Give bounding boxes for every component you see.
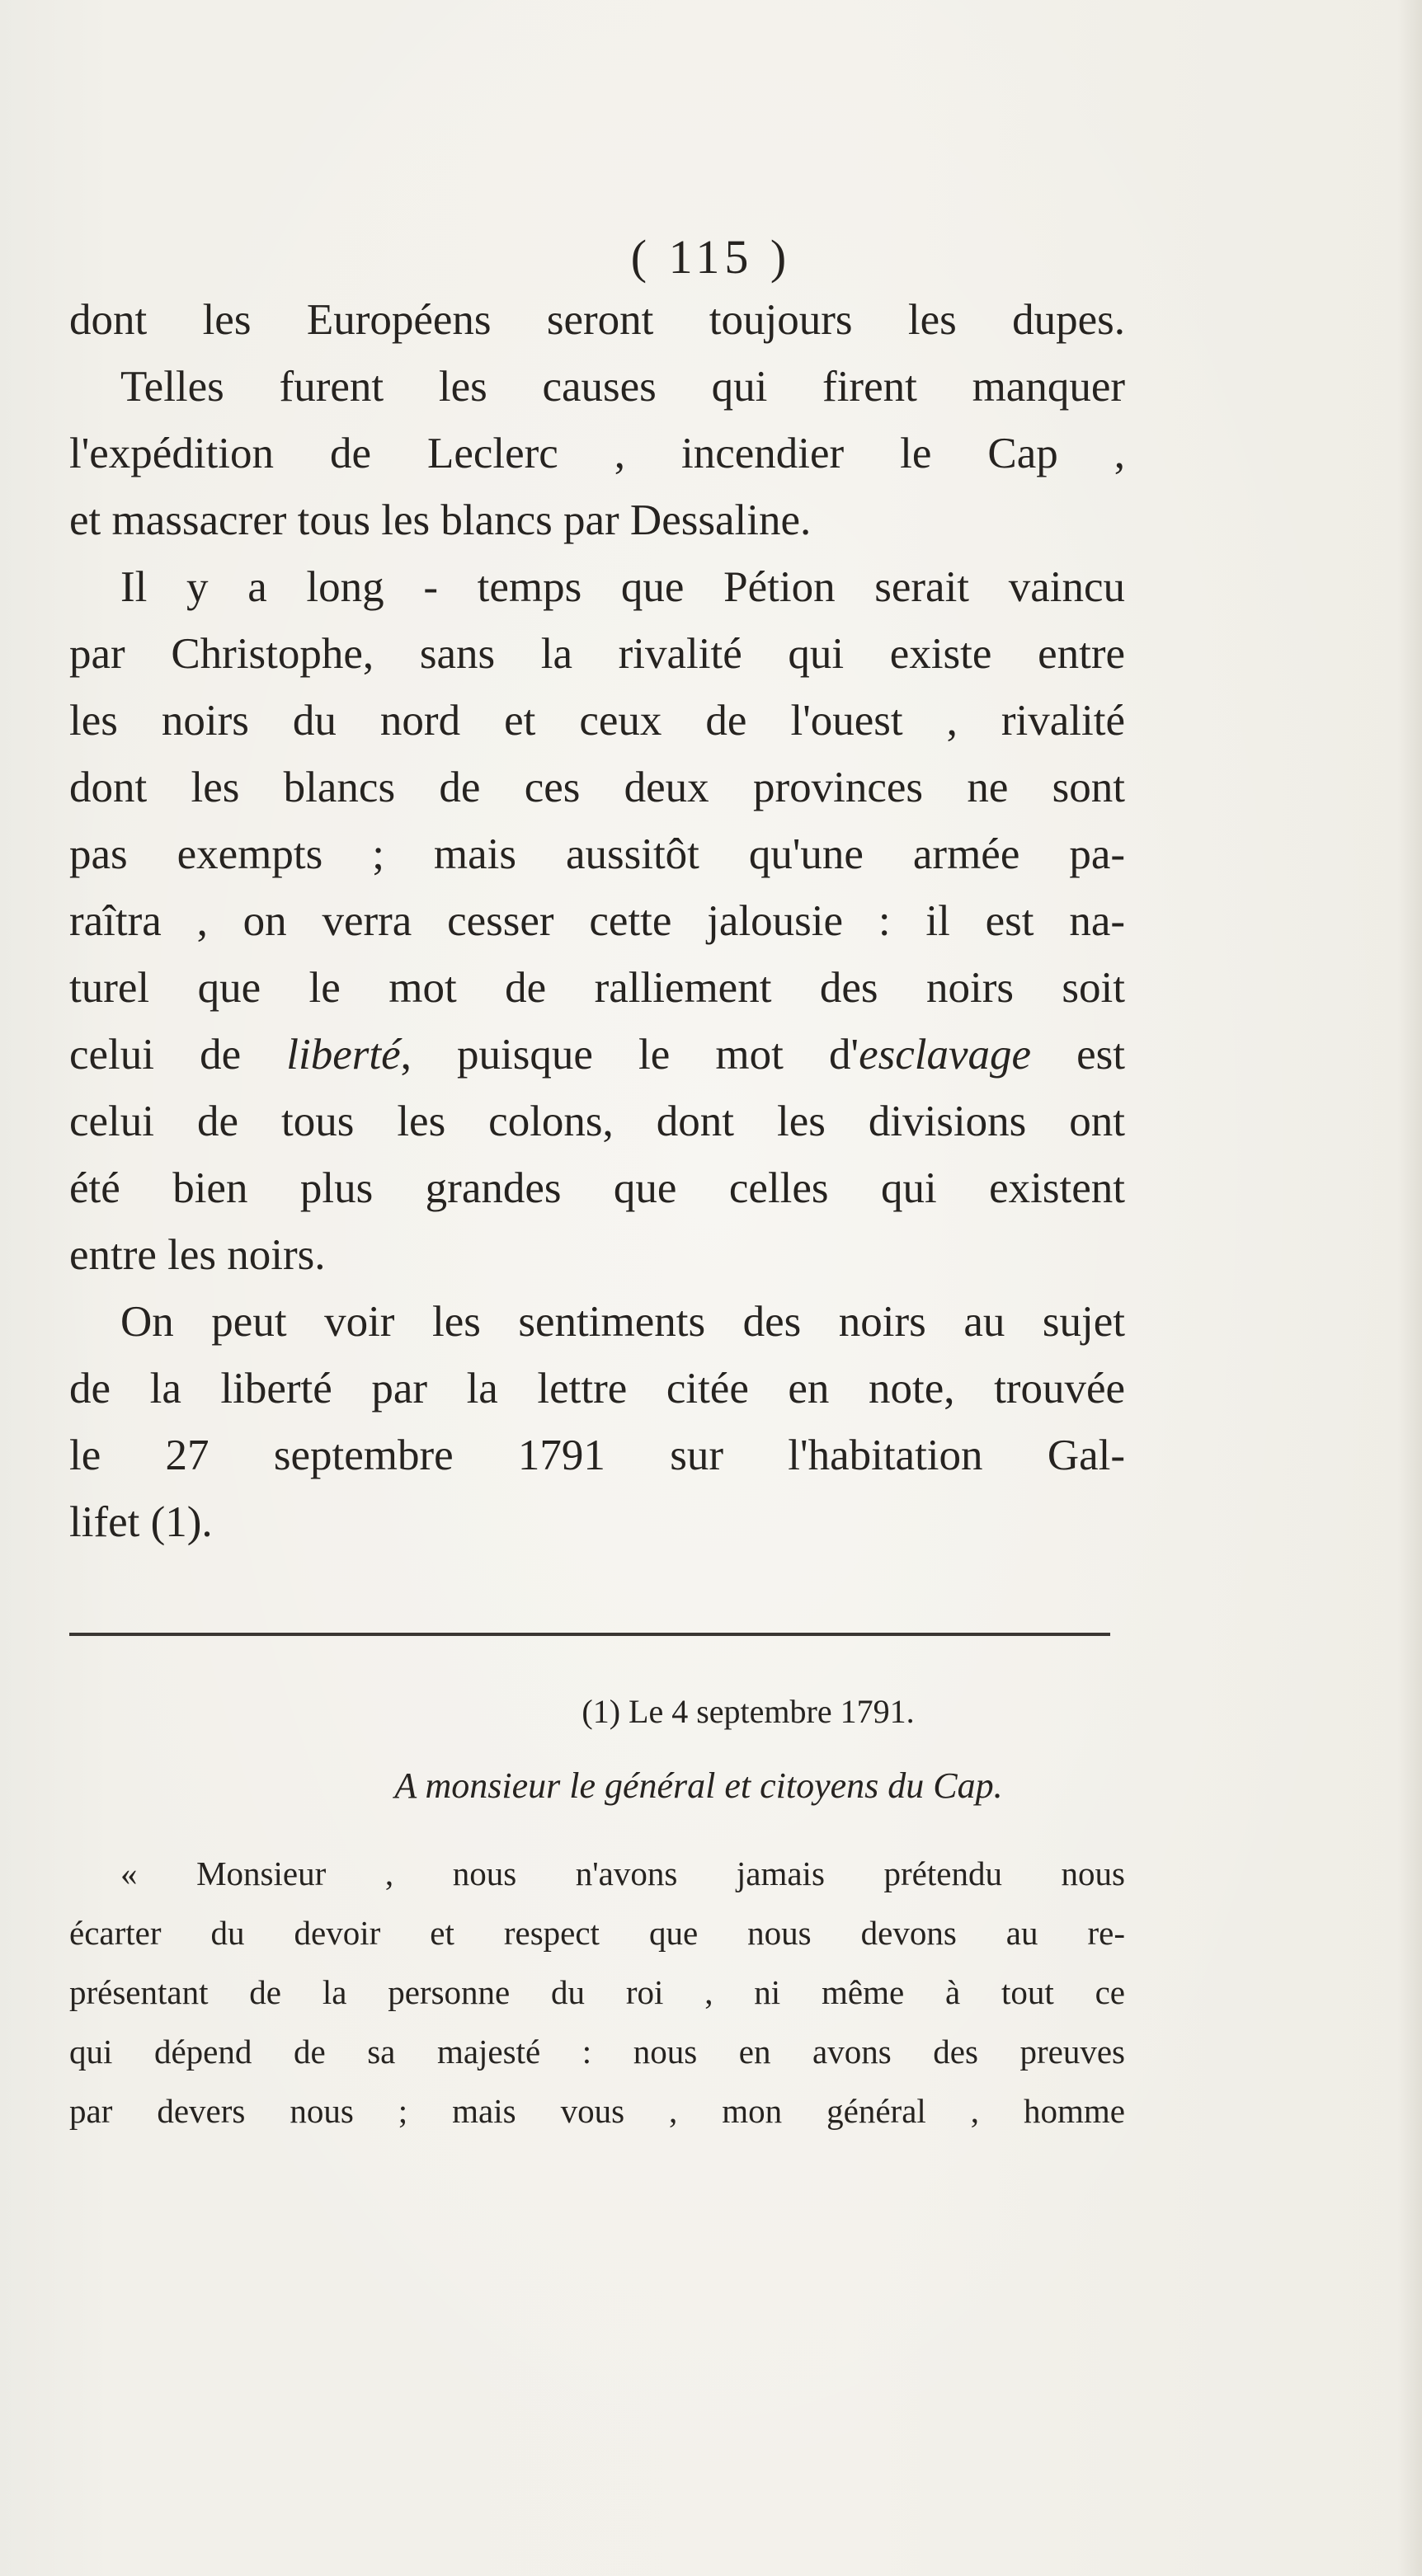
footnote-line: par devers nous ; mais vous , mon général , homme — [69, 2092, 1125, 2130]
italic-word-liberte: liberté — [286, 1031, 401, 1079]
text-line: pas exempts ; mais aussitôt qu'une armée pa- — [69, 830, 1125, 878]
footnote-heading: A monsieur le général et citoyens du Cap. — [394, 1765, 1003, 1806]
italic-word-esclavage: esclavage — [859, 1031, 1032, 1079]
text-line: dont les blancs de ces deux provinces ne sont — [69, 764, 1125, 811]
main-text — [69, 287, 1125, 1556]
text-line: par Christophe, sans la rivalité qui existe entre — [69, 630, 1125, 678]
text-line: turel que le mot de ralliement des noirs soit — [69, 964, 1125, 1012]
text-run: celui de — [69, 1031, 242, 1079]
footnote-line: « Monsieur , nous n'avons jamais prétendu nous — [120, 1854, 1125, 1892]
text-run: est — [1031, 1031, 1126, 1079]
footnote-line: écarter du devoir et respect que nous devons au re- — [69, 1914, 1125, 1952]
text-line: On peut voir les sentiments des noirs au sujet — [120, 1298, 1125, 1346]
text-line: lifet (1). — [69, 1498, 213, 1546]
text-line: de la liberté par la lettre citée en note, trouvée — [69, 1365, 1125, 1413]
page-number: ( 115 ) — [630, 230, 792, 284]
text-line: entre les noirs. — [69, 1231, 326, 1279]
footnote-reference: (1) Le 4 septembre 1791. — [582, 1693, 915, 1730]
page-edge-shadow — [1397, 0, 1422, 2576]
text-line-mixed — [69, 1022, 1125, 1088]
text-line: dont les Européens seront toujours les dupes. — [69, 296, 1125, 344]
text-line: Telles furent les causes qui firent manquer — [120, 363, 1125, 411]
text-line: raîtra , on verra cesser cette jalousie : il est na- — [69, 897, 1125, 945]
text-line: les noirs du nord et ceux de l'ouest , rivalité — [69, 697, 1125, 745]
footnote-line: présentant de la personne du roi , ni même à tout ce — [69, 1973, 1125, 2011]
footnote-divider — [69, 1633, 1110, 1636]
text-line: le 27 septembre 1791 sur l'habitation Gal- — [69, 1431, 1125, 1479]
text-line: l'expédition de Leclerc , incendier le Cap , — [69, 430, 1125, 477]
text-line: et massacrer tous les blancs par Dessaline. — [69, 496, 812, 544]
text-line: été bien plus grandes que celles qui existent — [69, 1164, 1125, 1212]
footnote-text — [69, 1844, 1125, 2141]
text-line: Il y a long - temps que Pétion serait vaincu — [120, 563, 1125, 611]
text-run: , puisque le mot d' — [400, 1031, 859, 1079]
footnote-line: qui dépend de sa majesté : nous en avons des preuves — [69, 2033, 1125, 2071]
text-line: celui de tous les colons, dont les divisions ont — [69, 1098, 1125, 1145]
